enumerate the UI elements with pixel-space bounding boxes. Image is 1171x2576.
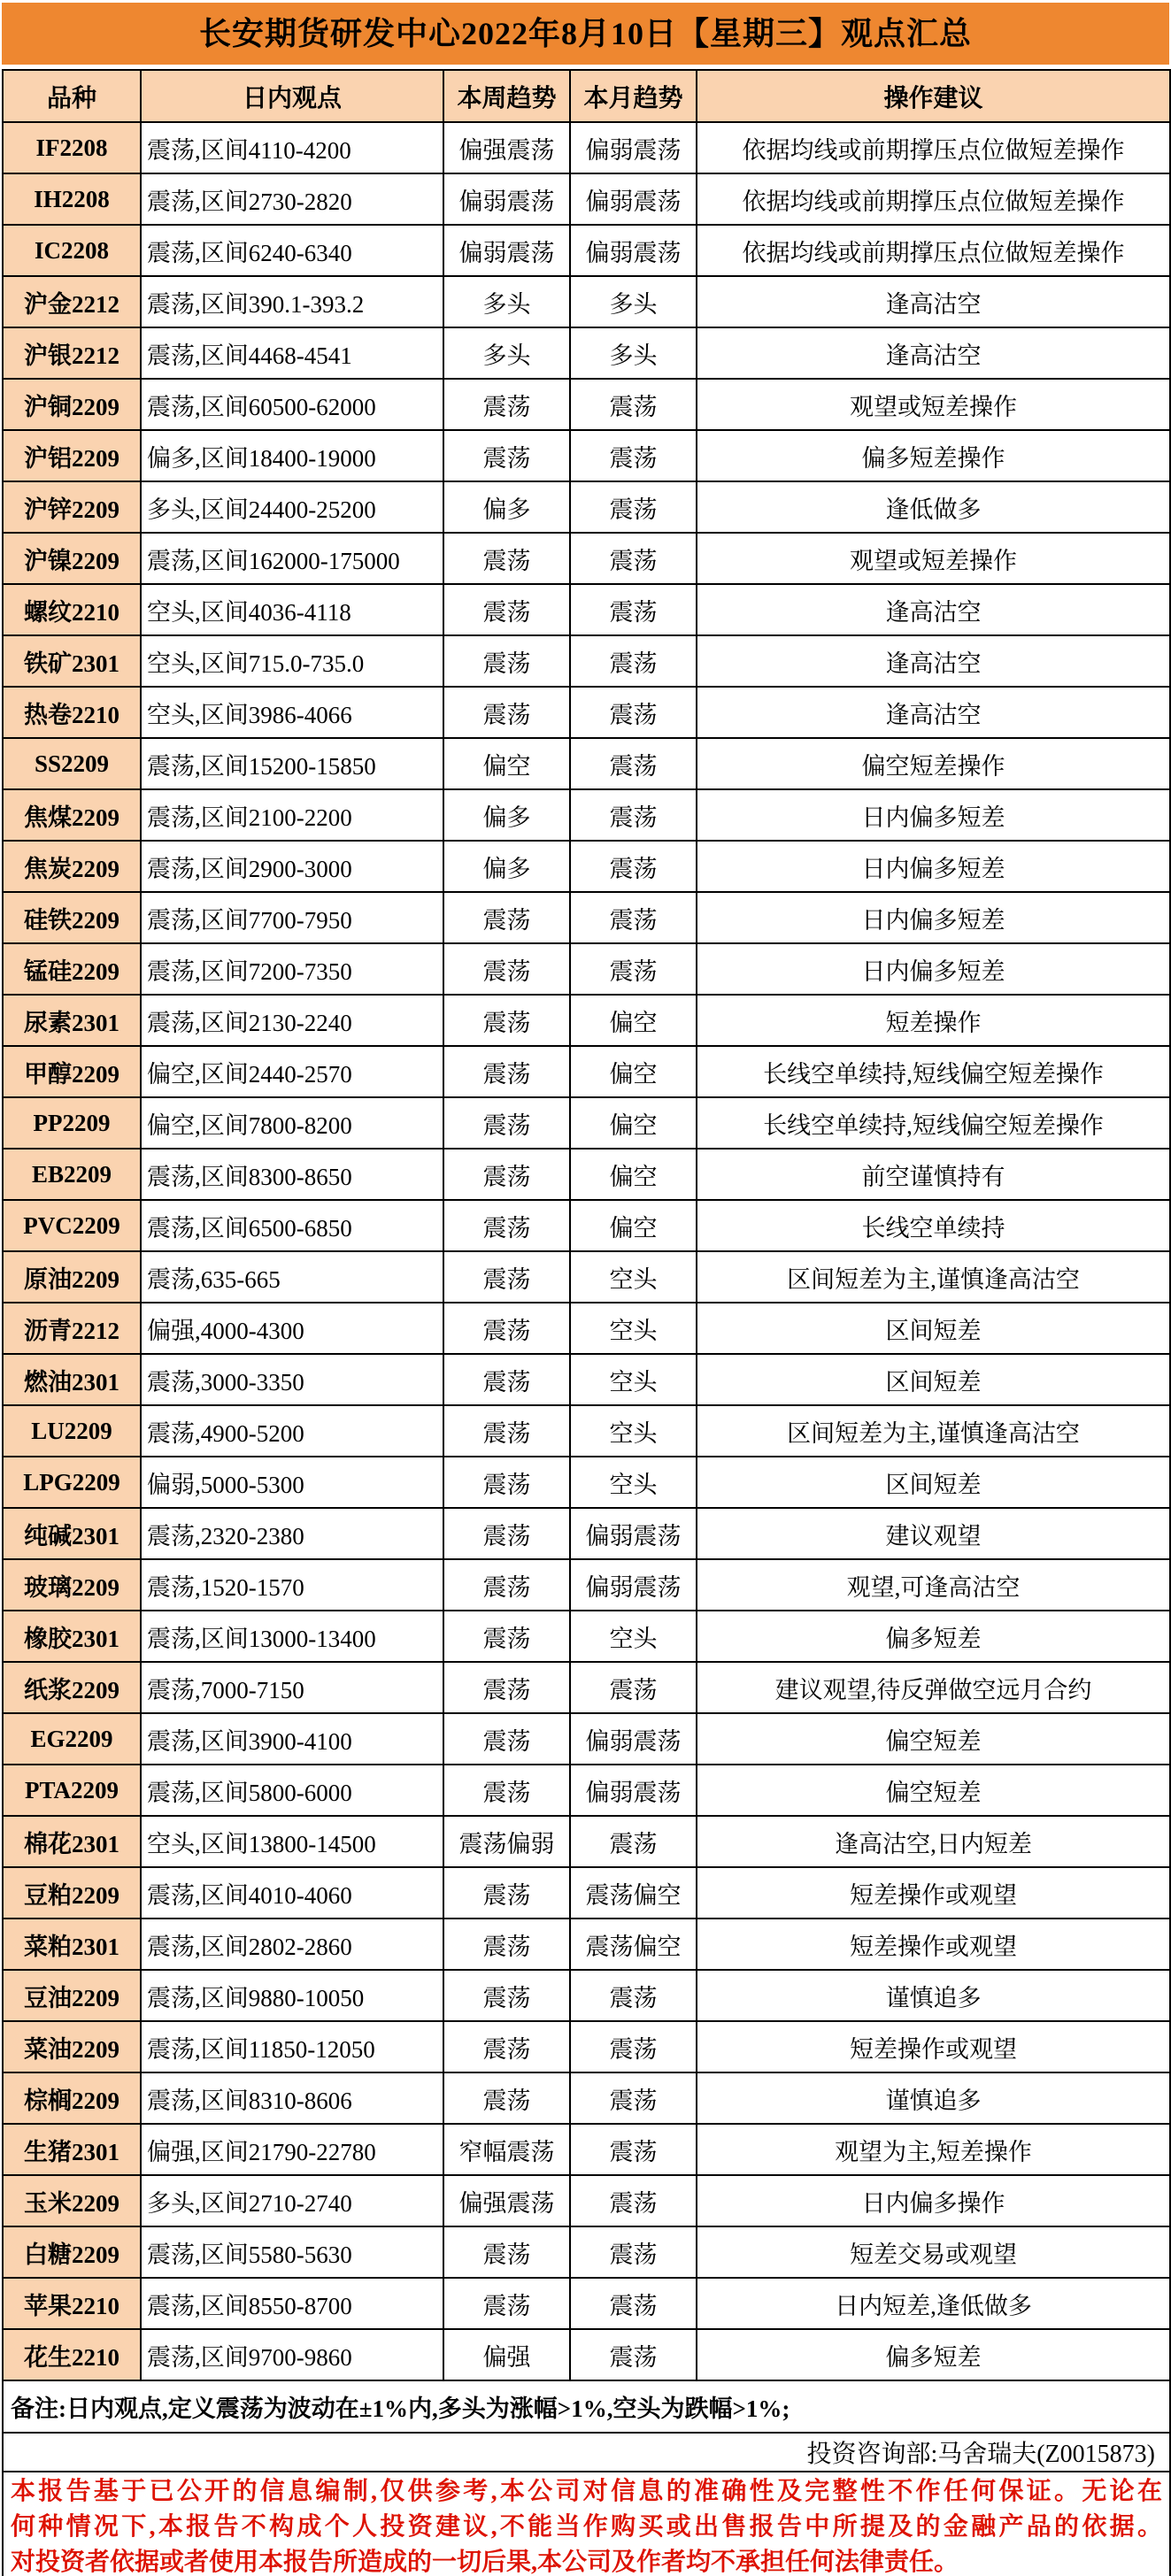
intraday-view-cell: 偏强,区间21790-22780 bbox=[141, 2124, 443, 2175]
suggestion-cell: 日内偏多短差 bbox=[697, 789, 1170, 841]
intraday-view-cell: 震荡,区间13000-13400 bbox=[141, 1611, 443, 1662]
table-row bbox=[3, 789, 1170, 841]
weekly-trend-cell: 震荡 bbox=[443, 1919, 570, 1970]
table-row bbox=[3, 173, 1170, 225]
monthly-trend-cell: 空头 bbox=[570, 1457, 697, 1508]
intraday-view-cell: 震荡,区间8310-8606 bbox=[141, 2072, 443, 2124]
monthly-trend-cell: 震荡 bbox=[570, 2021, 697, 2072]
suggestion-cell: 逢高沽空 bbox=[697, 584, 1170, 635]
weekly-trend-cell: 震荡 bbox=[443, 430, 570, 481]
weekly-trend-cell: 震荡 bbox=[443, 1354, 570, 1405]
suggestion-cell: 偏多短差 bbox=[697, 1611, 1170, 1662]
table-row bbox=[3, 1457, 1170, 1508]
suggestion-cell: 观望或短差操作 bbox=[697, 379, 1170, 430]
table-row bbox=[3, 1200, 1170, 1251]
column-header-intraday-view: 日内观点 bbox=[141, 70, 443, 122]
intraday-view-cell: 震荡,区间4010-4060 bbox=[141, 1867, 443, 1919]
table-row bbox=[3, 1149, 1170, 1200]
monthly-trend-cell: 震荡 bbox=[570, 635, 697, 687]
variety-cell: LPG2209 bbox=[3, 1457, 141, 1508]
variety-cell: 豆油2209 bbox=[3, 1970, 141, 2021]
variety-cell: EG2209 bbox=[3, 1713, 141, 1765]
suggestion-cell: 日内偏多短差 bbox=[697, 841, 1170, 892]
table-row bbox=[3, 892, 1170, 943]
variety-cell: 生猪2301 bbox=[3, 2124, 141, 2175]
weekly-trend-cell: 偏空 bbox=[443, 738, 570, 789]
intraday-view-cell: 震荡,区间390.1-393.2 bbox=[141, 276, 443, 327]
weekly-trend-cell: 震荡偏弱 bbox=[443, 1816, 570, 1867]
weekly-trend-cell: 震荡 bbox=[443, 1046, 570, 1097]
table-row bbox=[3, 738, 1170, 789]
variety-cell: 硅铁2209 bbox=[3, 892, 141, 943]
monthly-trend-cell: 震荡 bbox=[570, 2072, 697, 2124]
weekly-trend-cell: 震荡 bbox=[443, 2226, 570, 2278]
table-row bbox=[3, 995, 1170, 1046]
table-row bbox=[3, 2329, 1170, 2380]
variety-cell: 焦炭2209 bbox=[3, 841, 141, 892]
weekly-trend-cell: 震荡 bbox=[443, 1457, 570, 1508]
variety-cell: IF2208 bbox=[3, 122, 141, 173]
intraday-view-cell: 震荡,区间2900-3000 bbox=[141, 841, 443, 892]
table-row bbox=[3, 1354, 1170, 1405]
variety-cell: 沪银2212 bbox=[3, 327, 141, 379]
monthly-trend-cell: 震荡偏空 bbox=[570, 1867, 697, 1919]
variety-cell: 螺纹2210 bbox=[3, 584, 141, 635]
column-header-weekly-trend: 本周趋势 bbox=[443, 70, 570, 122]
table-row bbox=[3, 2124, 1170, 2175]
table-row bbox=[3, 1046, 1170, 1097]
intraday-view-cell: 震荡,2320-2380 bbox=[141, 1508, 443, 1559]
variety-cell: 沪金2212 bbox=[3, 276, 141, 327]
intraday-view-cell: 震荡,区间5580-5630 bbox=[141, 2226, 443, 2278]
intraday-view-cell: 偏弱,5000-5300 bbox=[141, 1457, 443, 1508]
variety-cell: 热卷2210 bbox=[3, 687, 141, 738]
variety-cell: 尿素2301 bbox=[3, 995, 141, 1046]
intraday-view-cell: 震荡,区间7700-7950 bbox=[141, 892, 443, 943]
monthly-trend-cell: 震荡偏空 bbox=[570, 1919, 697, 1970]
table-row bbox=[3, 1303, 1170, 1354]
variety-cell: 沪锌2209 bbox=[3, 481, 141, 533]
suggestion-cell: 观望,可逢高沽空 bbox=[697, 1559, 1170, 1611]
suggestion-cell: 逢高沽空 bbox=[697, 635, 1170, 687]
suggestion-cell: 谨慎追多 bbox=[697, 1970, 1170, 2021]
variety-cell: 原油2209 bbox=[3, 1251, 141, 1303]
table-row bbox=[3, 2278, 1170, 2329]
table-row bbox=[3, 1508, 1170, 1559]
monthly-trend-cell: 震荡 bbox=[570, 2226, 697, 2278]
variety-cell: 花生2210 bbox=[3, 2329, 141, 2380]
table-row bbox=[3, 1970, 1170, 2021]
monthly-trend-cell: 震荡 bbox=[570, 584, 697, 635]
column-header-suggestion: 操作建议 bbox=[697, 70, 1170, 122]
intraday-view-cell: 空头,区间715.0-735.0 bbox=[141, 635, 443, 687]
variety-cell: EB2209 bbox=[3, 1149, 141, 1200]
variety-cell: 菜油2209 bbox=[3, 2021, 141, 2072]
suggestion-cell: 日内偏多短差 bbox=[697, 943, 1170, 995]
intraday-view-cell: 震荡,区间2802-2860 bbox=[141, 1919, 443, 1970]
suggestion-cell: 短差操作或观望 bbox=[697, 1919, 1170, 1970]
table-row bbox=[3, 379, 1170, 430]
summary-table bbox=[2, 69, 1171, 2576]
disclaimer bbox=[3, 2472, 1170, 2576]
table-row bbox=[3, 1097, 1170, 1149]
disclaimer-line: 本报告基于已公开的信息编制,仅供参考,本公司对信息的准确性及完整性不作任何保证。无论在 bbox=[11, 2478, 1162, 2505]
variety-cell: 豆粕2209 bbox=[3, 1867, 141, 1919]
monthly-trend-cell: 震荡 bbox=[570, 1970, 697, 2021]
suggestion-cell: 逢高沽空,日内短差 bbox=[697, 1816, 1170, 1867]
suggestion-cell: 观望为主,短差操作 bbox=[697, 2124, 1170, 2175]
report-title: 长安期货研发中心2022年8月10日【星期三】观点汇总 bbox=[2, 3, 1169, 65]
suggestion-cell: 偏空短差 bbox=[697, 1765, 1170, 1816]
weekly-trend-cell: 震荡 bbox=[443, 2278, 570, 2329]
intraday-view-cell: 偏强,4000-4300 bbox=[141, 1303, 443, 1354]
table-row bbox=[3, 841, 1170, 892]
suggestion-cell: 短差操作或观望 bbox=[697, 1867, 1170, 1919]
monthly-trend-cell: 震荡 bbox=[570, 2329, 697, 2380]
disclaimer-line: 何种情况下,本报告不构成个人投资建议,不能当作购买或出售报告中所提及的金融产品的依据。 bbox=[11, 2513, 1162, 2541]
table-row bbox=[3, 2021, 1170, 2072]
weekly-trend-cell: 震荡 bbox=[443, 635, 570, 687]
intraday-view-cell: 震荡,7000-7150 bbox=[141, 1662, 443, 1713]
monthly-trend-cell: 偏弱震荡 bbox=[570, 225, 697, 276]
suggestion-cell: 区间短差 bbox=[697, 1457, 1170, 1508]
monthly-trend-cell: 震荡 bbox=[570, 943, 697, 995]
variety-cell: SS2209 bbox=[3, 738, 141, 789]
variety-cell: 玻璃2209 bbox=[3, 1559, 141, 1611]
monthly-trend-cell: 偏弱震荡 bbox=[570, 1713, 697, 1765]
intraday-view-cell: 震荡,区间162000-175000 bbox=[141, 533, 443, 584]
monthly-trend-cell: 震荡 bbox=[570, 430, 697, 481]
intraday-view-cell: 空头,区间13800-14500 bbox=[141, 1816, 443, 1867]
table-row bbox=[3, 1765, 1170, 1816]
weekly-trend-cell: 偏弱震荡 bbox=[443, 225, 570, 276]
suggestion-cell: 区间短差为主,谨慎逢高沽空 bbox=[697, 1251, 1170, 1303]
table-row bbox=[3, 2072, 1170, 2124]
weekly-trend-cell: 震荡 bbox=[443, 1662, 570, 1713]
intraday-view-cell: 偏空,区间7800-8200 bbox=[141, 1097, 443, 1149]
table-row bbox=[3, 2175, 1170, 2226]
suggestion-cell: 长线空单续持,短线偏空短差操作 bbox=[697, 1046, 1170, 1097]
table-row bbox=[3, 1405, 1170, 1457]
monthly-trend-cell: 偏弱震荡 bbox=[570, 173, 697, 225]
monthly-trend-cell: 多头 bbox=[570, 276, 697, 327]
disclaimer-row bbox=[3, 2472, 1170, 2576]
weekly-trend-cell: 震荡 bbox=[443, 892, 570, 943]
monthly-trend-cell: 空头 bbox=[570, 1405, 697, 1457]
monthly-trend-cell: 震荡 bbox=[570, 892, 697, 943]
suggestion-cell: 逢高沽空 bbox=[697, 327, 1170, 379]
suggestion-cell: 建议观望 bbox=[697, 1508, 1170, 1559]
intraday-view-cell: 震荡,1520-1570 bbox=[141, 1559, 443, 1611]
intraday-view-cell: 空头,区间4036-4118 bbox=[141, 584, 443, 635]
disclaimer-line: 对投资者依据或者使用本报告所造成的一切后果,本公司及作者均不承担任何法律责任。 bbox=[11, 2549, 959, 2576]
weekly-trend-cell: 震荡 bbox=[443, 687, 570, 738]
monthly-trend-cell: 震荡 bbox=[570, 687, 697, 738]
variety-cell: 甲醇2209 bbox=[3, 1046, 141, 1097]
monthly-trend-cell: 偏空 bbox=[570, 1200, 697, 1251]
intraday-view-cell: 震荡,区间8550-8700 bbox=[141, 2278, 443, 2329]
suggestion-cell: 前空谨慎持有 bbox=[697, 1149, 1170, 1200]
variety-cell: IC2208 bbox=[3, 225, 141, 276]
weekly-trend-cell: 偏强震荡 bbox=[443, 122, 570, 173]
weekly-trend-cell: 震荡 bbox=[443, 1200, 570, 1251]
variety-cell: 沪铝2209 bbox=[3, 430, 141, 481]
weekly-trend-cell: 偏弱震荡 bbox=[443, 173, 570, 225]
variety-cell: 玉米2209 bbox=[3, 2175, 141, 2226]
suggestion-cell: 谨慎追多 bbox=[697, 2072, 1170, 2124]
variety-cell: IH2208 bbox=[3, 173, 141, 225]
suggestion-cell: 偏多短差操作 bbox=[697, 430, 1170, 481]
weekly-trend-cell: 震荡 bbox=[443, 1405, 570, 1457]
monthly-trend-cell: 偏空 bbox=[570, 995, 697, 1046]
variety-cell: 沪铜2209 bbox=[3, 379, 141, 430]
weekly-trend-cell: 震荡 bbox=[443, 1765, 570, 1816]
variety-cell: 棕榈2209 bbox=[3, 2072, 141, 2124]
suggestion-cell: 区间短差 bbox=[697, 1354, 1170, 1405]
variety-cell: 白糖2209 bbox=[3, 2226, 141, 2278]
table-row bbox=[3, 635, 1170, 687]
weekly-trend-cell: 窄幅震荡 bbox=[443, 2124, 570, 2175]
intraday-view-cell: 震荡,区间2130-2240 bbox=[141, 995, 443, 1046]
intraday-view-cell: 震荡,区间15200-15850 bbox=[141, 738, 443, 789]
intraday-view-cell: 震荡,4900-5200 bbox=[141, 1405, 443, 1457]
weekly-trend-cell: 偏多 bbox=[443, 481, 570, 533]
intraday-view-cell: 震荡,区间6240-6340 bbox=[141, 225, 443, 276]
suggestion-cell: 短差操作 bbox=[697, 995, 1170, 1046]
table-row bbox=[3, 533, 1170, 584]
variety-cell: 苹果2210 bbox=[3, 2278, 141, 2329]
advisor-row bbox=[3, 2433, 1170, 2472]
suggestion-cell: 偏空短差操作 bbox=[697, 738, 1170, 789]
weekly-trend-cell: 震荡 bbox=[443, 1303, 570, 1354]
monthly-trend-cell: 震荡 bbox=[570, 2175, 697, 2226]
suggestion-cell: 短差操作或观望 bbox=[697, 2021, 1170, 2072]
weekly-trend-cell: 偏强 bbox=[443, 2329, 570, 2380]
monthly-trend-cell: 偏空 bbox=[570, 1097, 697, 1149]
monthly-trend-cell: 震荡 bbox=[570, 1816, 697, 1867]
intraday-view-cell: 震荡,区间5800-6000 bbox=[141, 1765, 443, 1816]
monthly-trend-cell: 震荡 bbox=[570, 379, 697, 430]
intraday-view-cell: 震荡,区间60500-62000 bbox=[141, 379, 443, 430]
weekly-trend-cell: 震荡 bbox=[443, 379, 570, 430]
suggestion-cell: 建议观望,待反弹做空远月合约 bbox=[697, 1662, 1170, 1713]
variety-cell: 纯碱2301 bbox=[3, 1508, 141, 1559]
table-row bbox=[3, 327, 1170, 379]
weekly-trend-cell: 震荡 bbox=[443, 1713, 570, 1765]
intraday-view-cell: 震荡,3000-3350 bbox=[141, 1354, 443, 1405]
note-row bbox=[3, 2380, 1170, 2433]
weekly-trend-cell: 震荡 bbox=[443, 2021, 570, 2072]
table-row bbox=[3, 430, 1170, 481]
suggestion-cell: 长线空单续持,短线偏空短差操作 bbox=[697, 1097, 1170, 1149]
variety-cell: 沪镍2209 bbox=[3, 533, 141, 584]
suggestion-cell: 依据均线或前期撑压点位做短差操作 bbox=[697, 173, 1170, 225]
suggestion-cell: 日内偏多操作 bbox=[697, 2175, 1170, 2226]
suggestion-cell: 逢高沽空 bbox=[697, 276, 1170, 327]
intraday-view-cell: 偏空,区间2440-2570 bbox=[141, 1046, 443, 1097]
monthly-trend-cell: 空头 bbox=[570, 1303, 697, 1354]
table-row bbox=[3, 943, 1170, 995]
table-row bbox=[3, 1662, 1170, 1713]
suggestion-cell: 长线空单续持 bbox=[697, 1200, 1170, 1251]
variety-cell: 焦煤2209 bbox=[3, 789, 141, 841]
table-row bbox=[3, 1816, 1170, 1867]
table-row bbox=[3, 687, 1170, 738]
monthly-trend-cell: 震荡 bbox=[570, 841, 697, 892]
table-row bbox=[3, 225, 1170, 276]
monthly-trend-cell: 震荡 bbox=[570, 1662, 697, 1713]
column-header-variety: 品种 bbox=[3, 70, 141, 122]
monthly-trend-cell: 偏空 bbox=[570, 1149, 697, 1200]
monthly-trend-cell: 偏弱震荡 bbox=[570, 122, 697, 173]
weekly-trend-cell: 偏多 bbox=[443, 841, 570, 892]
suggestion-cell: 区间短差 bbox=[697, 1303, 1170, 1354]
intraday-view-cell: 多头,区间24400-25200 bbox=[141, 481, 443, 533]
table-row bbox=[3, 1713, 1170, 1765]
suggestion-cell: 逢低做多 bbox=[697, 481, 1170, 533]
variety-cell: PTA2209 bbox=[3, 1765, 141, 1816]
suggestion-cell: 偏空短差 bbox=[697, 1713, 1170, 1765]
weekly-trend-cell: 震荡 bbox=[443, 2072, 570, 2124]
suggestion-cell: 逢高沽空 bbox=[697, 687, 1170, 738]
weekly-trend-cell: 震荡 bbox=[443, 584, 570, 635]
monthly-trend-cell: 震荡 bbox=[570, 789, 697, 841]
suggestion-cell: 观望或短差操作 bbox=[697, 533, 1170, 584]
weekly-trend-cell: 震荡 bbox=[443, 533, 570, 584]
suggestion-cell: 日内短差,逢低做多 bbox=[697, 2278, 1170, 2329]
monthly-trend-cell: 偏弱震荡 bbox=[570, 1765, 697, 1816]
table-row bbox=[3, 122, 1170, 173]
suggestion-cell: 短差交易或观望 bbox=[697, 2226, 1170, 2278]
variety-cell: 菜粕2301 bbox=[3, 1919, 141, 1970]
table-row bbox=[3, 481, 1170, 533]
monthly-trend-cell: 震荡 bbox=[570, 2278, 697, 2329]
weekly-trend-cell: 震荡 bbox=[443, 1149, 570, 1200]
variety-cell: 锰硅2209 bbox=[3, 943, 141, 995]
table-row bbox=[3, 1919, 1170, 1970]
monthly-trend-cell: 偏弱震荡 bbox=[570, 1508, 697, 1559]
intraday-view-cell: 震荡,区间4110-4200 bbox=[141, 122, 443, 173]
suggestion-cell: 日内偏多短差 bbox=[697, 892, 1170, 943]
monthly-trend-cell: 空头 bbox=[570, 1611, 697, 1662]
intraday-view-cell: 震荡,区间8300-8650 bbox=[141, 1149, 443, 1200]
note-text: 备注:日内观点,定义震荡为波动在±1%内,多头为涨幅>1%,空头为跌幅>1%; bbox=[3, 2380, 1170, 2433]
weekly-trend-cell: 偏多 bbox=[443, 789, 570, 841]
weekly-trend-cell: 多头 bbox=[443, 327, 570, 379]
weekly-trend-cell: 震荡 bbox=[443, 1611, 570, 1662]
monthly-trend-cell: 震荡 bbox=[570, 481, 697, 533]
variety-cell: LU2209 bbox=[3, 1405, 141, 1457]
monthly-trend-cell: 多头 bbox=[570, 327, 697, 379]
variety-cell: 纸浆2209 bbox=[3, 1662, 141, 1713]
monthly-trend-cell: 空头 bbox=[570, 1354, 697, 1405]
variety-cell: PVC2209 bbox=[3, 1200, 141, 1251]
intraday-view-cell: 震荡,区间9880-10050 bbox=[141, 1970, 443, 2021]
intraday-view-cell: 空头,区间3986-4066 bbox=[141, 687, 443, 738]
weekly-trend-cell: 震荡 bbox=[443, 1559, 570, 1611]
intraday-view-cell: 震荡,区间7200-7350 bbox=[141, 943, 443, 995]
table-row bbox=[3, 1559, 1170, 1611]
intraday-view-cell: 震荡,区间2100-2200 bbox=[141, 789, 443, 841]
suggestion-cell: 依据均线或前期撑压点位做短差操作 bbox=[697, 225, 1170, 276]
monthly-trend-cell: 偏空 bbox=[570, 1046, 697, 1097]
suggestion-cell: 偏多短差 bbox=[697, 2329, 1170, 2380]
column-header-monthly-trend: 本月趋势 bbox=[570, 70, 697, 122]
monthly-trend-cell: 空头 bbox=[570, 1251, 697, 1303]
monthly-trend-cell: 偏弱震荡 bbox=[570, 1559, 697, 1611]
intraday-view-cell: 震荡,区间2730-2820 bbox=[141, 173, 443, 225]
intraday-view-cell: 震荡,区间11850-12050 bbox=[141, 2021, 443, 2072]
variety-cell: 棉花2301 bbox=[3, 1816, 141, 1867]
table-row bbox=[3, 2226, 1170, 2278]
table-row bbox=[3, 276, 1170, 327]
intraday-view-cell: 多头,区间2710-2740 bbox=[141, 2175, 443, 2226]
weekly-trend-cell: 震荡 bbox=[443, 1097, 570, 1149]
weekly-trend-cell: 震荡 bbox=[443, 1508, 570, 1559]
variety-cell: 沥青2212 bbox=[3, 1303, 141, 1354]
weekly-trend-cell: 震荡 bbox=[443, 1251, 570, 1303]
intraday-view-cell: 震荡,区间3900-4100 bbox=[141, 1713, 443, 1765]
variety-cell: 铁矿2301 bbox=[3, 635, 141, 687]
suggestion-cell: 区间短差为主,谨慎逢高沽空 bbox=[697, 1405, 1170, 1457]
monthly-trend-cell: 震荡 bbox=[570, 2124, 697, 2175]
weekly-trend-cell: 偏强震荡 bbox=[443, 2175, 570, 2226]
weekly-trend-cell: 震荡 bbox=[443, 995, 570, 1046]
table-row bbox=[3, 1611, 1170, 1662]
weekly-trend-cell: 震荡 bbox=[443, 1867, 570, 1919]
suggestion-cell: 依据均线或前期撑压点位做短差操作 bbox=[697, 122, 1170, 173]
variety-cell: 燃油2301 bbox=[3, 1354, 141, 1405]
intraday-view-cell: 震荡,区间9700-9860 bbox=[141, 2329, 443, 2380]
table-row bbox=[3, 584, 1170, 635]
intraday-view-cell: 震荡,区间6500-6850 bbox=[141, 1200, 443, 1251]
intraday-view-cell: 震荡,区间4468-4541 bbox=[141, 327, 443, 379]
advisor-line: 投资咨询部:马舍瑞夫(Z0015873) bbox=[3, 2433, 1170, 2472]
variety-cell: PP2209 bbox=[3, 1097, 141, 1149]
intraday-view-cell: 偏多,区间18400-19000 bbox=[141, 430, 443, 481]
variety-cell: 橡胶2301 bbox=[3, 1611, 141, 1662]
monthly-trend-cell: 震荡 bbox=[570, 738, 697, 789]
weekly-trend-cell: 震荡 bbox=[443, 1970, 570, 2021]
weekly-trend-cell: 震荡 bbox=[443, 943, 570, 995]
monthly-trend-cell: 震荡 bbox=[570, 533, 697, 584]
table-row bbox=[3, 1251, 1170, 1303]
intraday-view-cell: 震荡,635-665 bbox=[141, 1251, 443, 1303]
weekly-trend-cell: 多头 bbox=[443, 276, 570, 327]
table-row bbox=[3, 1867, 1170, 1919]
header-row bbox=[3, 70, 1170, 122]
